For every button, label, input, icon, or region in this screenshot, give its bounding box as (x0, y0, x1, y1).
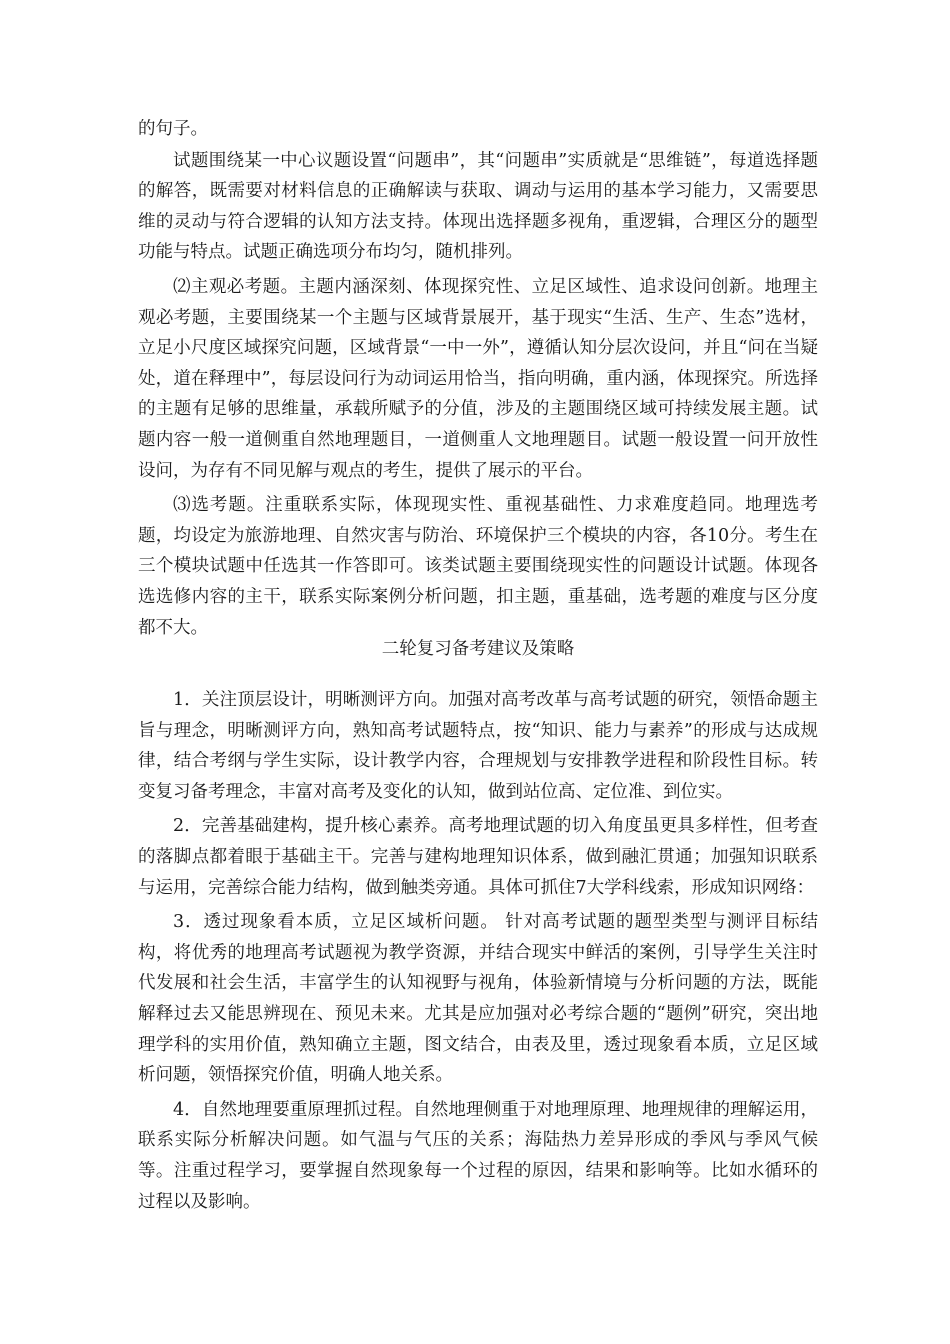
strategy-item-1 (138, 685, 818, 807)
paragraph-question-chain: 试题围绕某一中心议题设置“问题串”，其“问题串”实质就是“思维链”，每道选择题的解答，既需要对材料信息的正确解读与获取、调动与运用的基本学习能力，又需要思维的灵动与符合逻辑的认知方法支持。体现出选择题多视角，重逻辑，合理区分的题型功能与特点。试题正确选项分布均匀，随机排列。 (138, 150, 818, 263)
section-heading: 二轮复习备考建议及策略 (381, 639, 575, 659)
strategy-item-3 (138, 907, 818, 1091)
strategy-text: 透过现象看本质，立足区域析问题。 针对高考试题的题型类型与测评目标结构，将优秀的地理高考试题视为教学资源，并结合现实中鲜活的案例，引导学生关注时代发展和社会生活，丰富学生的认知视野与视角，体验新情境与分析问题的方法，既能解释过去又能思辨现在、预见未来。尤其是应加强对必考综合题的“题例”研究，突出地理学科的实用价值，熟知确立主题，图文结合，由表及里，透过现象看本质，立足区域析问题，领悟探究价值，明确人地关系。 (138, 912, 819, 1086)
strategy-text: 完善基础建构，提升核心素养。高考地理试题的切入角度虽更具多样性，但考查的落脚点都着眼于基础主干。完善与建构地理知识体系，做到融汇贯通；加强知识联系与运用，完善综合能力结构，做到触类旁通。具体可抓住7大学科线索，形成知识网络： (138, 816, 819, 898)
paragraph-subjective-required: ⑵主观必考题。主题内涵深刻、体现探究性、立足区域性、追求设问创新。地理主观必考题，主要围绕某一个主题与区域背景展开，基于现实“生活、生产、生态”选材，立足小尺度区域探究问题，区域背景“一中一外”，遵循认知分层次设问，并且“问在当疑处，道在释理中”，每层设问行为动词运用恰当，指向明确，重内涵，体现探究。所选择的主题有足够的思维量，承载所赋予的分值，涉及的主题围绕区域可持续发展主题。试题内容一般一道侧重自然地理题目，一道侧重人文地理题目。试题一般设置一问开放性设问，为存有不同见解与观点的考生，提供了展示的平台。 (138, 276, 818, 481)
strategy-item-2 (138, 811, 818, 903)
strategy-text: 关注顶层设计，明晰测评方向。加强对高考改革与高考试题的研究，领悟命题主旨与理念，明晰测评方向，熟知高考试题特点，按“知识、能力与素养”的形成与达成规律，结合考纲与学生实际，设计教学内容，合理规划与安排教学进程和阶段性目标。转变复习备考理念，丰富对高考及变化的认知，做到站位高、定位准、到位实。 (138, 690, 819, 802)
strategy-number: 3． (173, 912, 204, 933)
upper-section (138, 114, 818, 643)
strategy-text: 自然地理要重原理抓过程。自然地理侧重于对地理原理、地理规律的理解运用，联系实际分析解决问题。如气温与气压的关系；海陆热力差异形成的季风与季风气候等。注重过程学习，要掌握自然现象每一个过程的原因，结果和影响等。比如水循环的过程以及影响。 (138, 1099, 819, 1212)
strategy-number: 4． (173, 1099, 202, 1120)
strategy-number: 2． (173, 816, 202, 837)
paragraph-elective: ⑶选考题。注重联系实际，体现现实性、重视基础性、力求难度趋同。地理选考题，均设定为旅游地理、自然灾害与防治、环境保护三个模块的内容，各10分。考生在三个模块试题中任选其一作答即可。该类试题主要围绕现实性的问题设计试题。体现各选选修内容的主干，联系实际案例分析问题，扣主题，重基础，选考题的难度与区分度都不大。 (138, 495, 818, 638)
strategy-number: 1． (173, 690, 202, 710)
strategy-item-4 (138, 1095, 818, 1217)
paragraph-continuation: 的句子。 (138, 119, 208, 139)
lower-section (138, 685, 818, 1217)
